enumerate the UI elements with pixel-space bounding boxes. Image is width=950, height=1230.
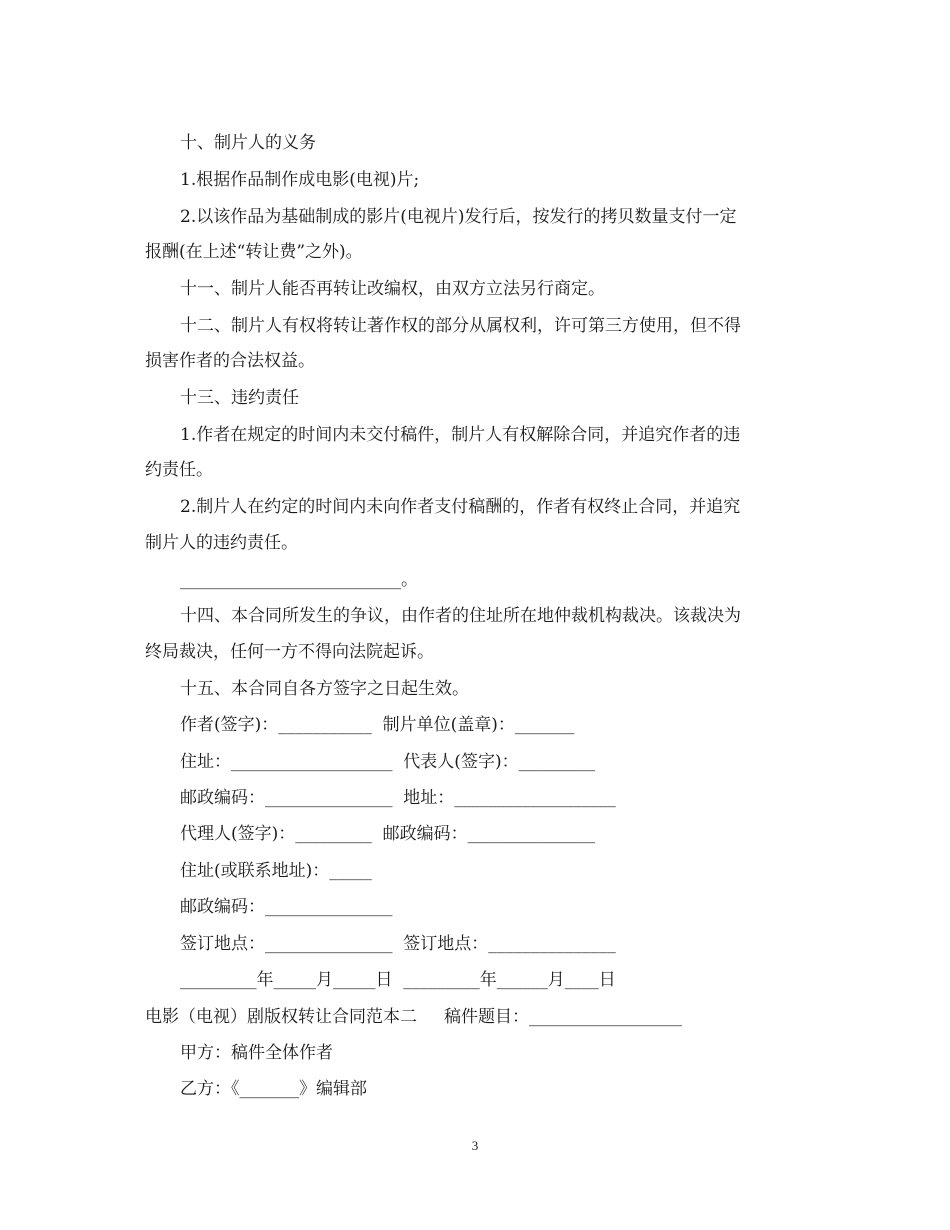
section-15-line: 十五、本合同自各方签字之日起生效。 xyxy=(180,679,469,699)
party-b-line: 乙方：《_______》编辑部 xyxy=(180,1079,367,1099)
section-12-line: 十二、制片人有权将转让著作权的部分从属权利，许可第三方使用，但不得 xyxy=(180,316,741,336)
signature-line: 住址(或联系地址)：_____ xyxy=(180,861,372,881)
paragraph-line: 报酬(在上述“转让费”之外)。 xyxy=(145,242,363,262)
date-line: _________年_____月_____日 _________年______月____日 xyxy=(180,970,616,990)
signature-line: 邮政编码：_______________ 地址：___________________ xyxy=(180,788,616,808)
signature-line: 住址：___________________ 代表人(签字)：_________ xyxy=(180,752,596,772)
section-13-heading: 十三、违约责任 xyxy=(180,388,299,408)
paragraph-line: 1.作者在规定的时间内未交付稿件，制片人有权解除合同，并追究作者的违 xyxy=(180,425,741,445)
blank-fill-line: __________________________。 xyxy=(180,570,418,590)
paragraph-line: 2.制片人在约定的时间内未向作者支付稿酬的，作者有权终止合同，并追究 xyxy=(180,497,741,517)
section-10-heading: 十、制片人的义务 xyxy=(180,133,316,153)
paragraph-line: 终局裁决，任何一方不得向法院起诉。 xyxy=(145,642,434,662)
paragraph-line: 约责任。 xyxy=(145,460,213,480)
paragraph-line: 1.根据作品制作成电影(电视)片; xyxy=(180,170,420,190)
page-number: 3 xyxy=(471,1138,479,1153)
signature-line: 代理人(签字)：_________ 邮政编码：_______________ xyxy=(180,824,596,844)
signing-place-line: 签订地点：_______________ 签订地点：_______________ xyxy=(180,934,616,954)
paragraph-line: 制片人的违约责任。 xyxy=(145,533,298,553)
paragraph-line: 2.以该作品为基础制成的影片(电视片)发行后，按发行的拷贝数量支付一定 xyxy=(180,207,737,227)
signature-line: 邮政编码：_______________ xyxy=(180,897,393,917)
template-two-title-line: 电影（电视）剧版权转让合同范本二 稿件题目：__________________ xyxy=(145,1007,683,1027)
section-14-line: 十四、本合同所发生的争议，由作者的住址所在地仲裁机构裁决。该裁决为 xyxy=(180,606,741,626)
party-a-line: 甲方：稿件全体作者 xyxy=(180,1043,333,1063)
paragraph-line: 损害作者的合法权益。 xyxy=(145,351,315,371)
section-11-line: 十一、制片人能否再转让改编权，由双方立法另行商定。 xyxy=(180,279,605,299)
signature-line: 作者(签字)：___________ 制片单位(盖章)：_______ xyxy=(180,715,575,735)
